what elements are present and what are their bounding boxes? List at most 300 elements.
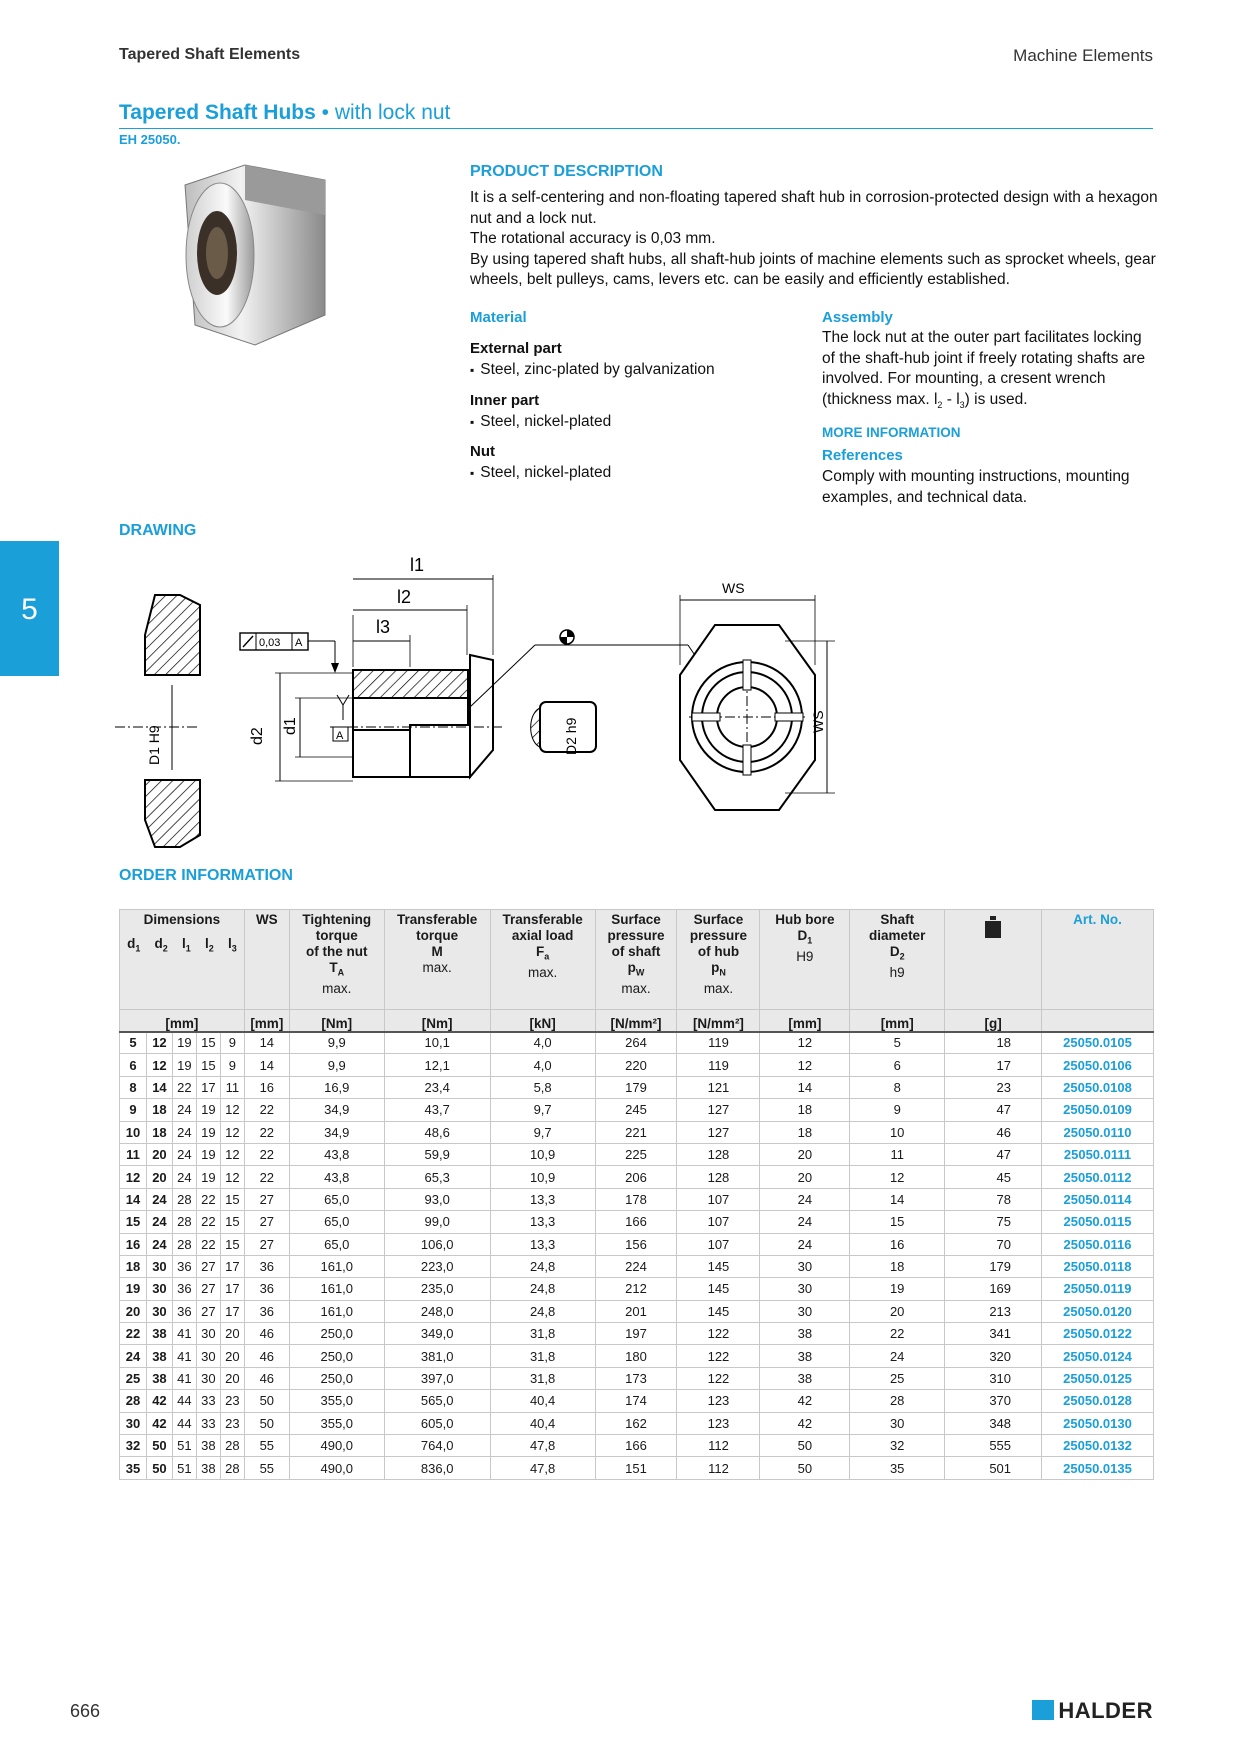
table-cell: 320: [945, 1345, 1042, 1367]
assembly-heading: Assembly: [822, 309, 893, 326]
table-cell: 22: [850, 1323, 945, 1345]
table-cell: 19: [196, 1166, 220, 1188]
table-cell: 14: [850, 1188, 945, 1210]
table-cell: 30: [196, 1323, 220, 1345]
table-cell: 42: [146, 1412, 172, 1434]
table-cell: 10,9: [490, 1166, 595, 1188]
table-cell: 38: [196, 1435, 220, 1457]
table-cell: 248,0: [384, 1300, 490, 1322]
table-cell: 17: [220, 1278, 244, 1300]
table-cell: 224: [595, 1255, 677, 1277]
table-cell: 24: [172, 1099, 196, 1121]
table-cell: 9: [220, 1032, 244, 1054]
product-description-heading: PRODUCT DESCRIPTION: [470, 163, 663, 180]
table-cell: 34,9: [289, 1121, 384, 1143]
table-cell: 250,0: [289, 1345, 384, 1367]
assembly-text: The lock nut at the outer part facilitates locking of the shaft-hub joint if freely rotating shafts are involved. For mounting, a cresent wrench (thickness max. $l_2 - l_3$) is used.: [822, 329, 1146, 410]
article-number-link[interactable]: 25050.0114: [1042, 1188, 1154, 1210]
table-cell: 15: [196, 1054, 220, 1076]
table-cell: 212: [595, 1278, 677, 1300]
table-cell: 9,7: [490, 1121, 595, 1143]
table-row: [120, 1166, 1154, 1188]
table-cell: 128: [677, 1143, 760, 1165]
header-hub-bore: Hub bore $D_1$ H9: [760, 910, 850, 1010]
article-number-link[interactable]: 25050.0130: [1042, 1412, 1154, 1434]
table-cell: 501: [945, 1457, 1042, 1479]
chapter-tab: 5: [0, 541, 59, 676]
table-row: [120, 1323, 1154, 1345]
table-cell: 12: [220, 1099, 244, 1121]
article-number-link[interactable]: 25050.0105: [1042, 1032, 1154, 1054]
table-cell: 12: [146, 1032, 172, 1054]
table-cell: 44: [172, 1412, 196, 1434]
table-cell: 490,0: [289, 1457, 384, 1479]
label-d1: d1: [282, 717, 299, 735]
table-cell: 12: [220, 1166, 244, 1188]
table-cell: 107: [677, 1233, 760, 1255]
table-cell: 30: [760, 1255, 850, 1277]
header-transferable-torque: Transferable torque M max.: [384, 910, 490, 1010]
table-cell: 6: [850, 1054, 945, 1076]
table-cell: 30: [146, 1278, 172, 1300]
table-cell: 38: [760, 1367, 850, 1389]
table-cell: 23,4: [384, 1076, 490, 1098]
table-cell: 9: [850, 1099, 945, 1121]
table-cell: 161,0: [289, 1255, 384, 1277]
header-art-no: Art. No.: [1042, 910, 1154, 1010]
table-cell: 235,0: [384, 1278, 490, 1300]
table-cell: 20: [220, 1345, 244, 1367]
table-cell: 12: [220, 1143, 244, 1165]
table-cell: 250,0: [289, 1367, 384, 1389]
table-cell: 33: [196, 1390, 220, 1412]
table-cell: 65,0: [289, 1233, 384, 1255]
table-cell: 9,7: [490, 1099, 595, 1121]
table-cell: 4,0: [490, 1032, 595, 1054]
table-cell: 24,8: [490, 1300, 595, 1322]
header-surface-pressure-shaft: Surface pressure of shaft $p_W$ max.: [595, 910, 677, 1010]
unit-ws: [mm]: [244, 1010, 289, 1032]
technical-drawing: [115, 555, 835, 855]
table-cell: 32: [850, 1435, 945, 1457]
label-D2: D2 h9: [563, 717, 579, 755]
table-cell: 55: [244, 1435, 289, 1457]
table-cell: 24,8: [490, 1278, 595, 1300]
table-cell: 24: [760, 1233, 850, 1255]
table-cell: 22: [244, 1121, 289, 1143]
table-cell: 15: [220, 1188, 244, 1210]
table-cell: 381,0: [384, 1345, 490, 1367]
unit-pressure-shaft: [N/mm²]: [595, 1010, 677, 1032]
table-cell: 46: [244, 1367, 289, 1389]
table-cell: 4,0: [490, 1054, 595, 1076]
table-cell: 28: [220, 1435, 244, 1457]
table-cell: 14: [760, 1076, 850, 1098]
table-cell: 20: [220, 1367, 244, 1389]
chapter-header: Machine Elements: [1013, 46, 1153, 65]
table-cell: 17: [220, 1300, 244, 1322]
table-cell: 99,0: [384, 1211, 490, 1233]
article-number-link[interactable]: 25050.0135: [1042, 1457, 1154, 1479]
table-cell: 355,0: [289, 1412, 384, 1434]
table-cell: 24: [172, 1143, 196, 1165]
table-cell: 36: [172, 1255, 196, 1277]
table-cell: 12: [220, 1121, 244, 1143]
table-row: [120, 1211, 1154, 1233]
label-D1: D1 H9: [146, 725, 162, 765]
table-row: [120, 1143, 1154, 1165]
table-cell: 24: [760, 1211, 850, 1233]
table-cell: 10,1: [384, 1032, 490, 1054]
table-cell: 145: [677, 1278, 760, 1300]
material-heading: Material: [470, 309, 527, 326]
table-cell: 836,0: [384, 1457, 490, 1479]
table-cell: 397,0: [384, 1367, 490, 1389]
references-text: Comply with mounting instructions, mounting examples, and technical data.: [822, 468, 1130, 506]
table-cell: 213: [945, 1300, 1042, 1322]
table-cell: 250,0: [289, 1323, 384, 1345]
table-cell: 22: [196, 1188, 220, 1210]
inner-part-heading: Inner part: [470, 392, 540, 409]
table-cell: 40,4: [490, 1412, 595, 1434]
table-cell: 19: [196, 1099, 220, 1121]
table-cell: 19: [196, 1121, 220, 1143]
table-cell: 19: [196, 1143, 220, 1165]
article-number-link[interactable]: 25050.0122: [1042, 1323, 1154, 1345]
table-cell: 122: [677, 1345, 760, 1367]
table-cell: 555: [945, 1435, 1042, 1457]
table-cell: 28: [120, 1390, 147, 1412]
table-row: [120, 1345, 1154, 1367]
label-l1: l1: [410, 555, 425, 575]
article-number-link[interactable]: 25050.0108: [1042, 1076, 1154, 1098]
article-number-link[interactable]: 25050.0124: [1042, 1345, 1154, 1367]
table-cell: 43,7: [384, 1099, 490, 1121]
table-cell: 47,8: [490, 1435, 595, 1457]
table-cell: 27: [244, 1211, 289, 1233]
table-cell: 24: [146, 1233, 172, 1255]
table-cell: 22: [244, 1166, 289, 1188]
table-row: [120, 1099, 1154, 1121]
table-cell: 35: [120, 1457, 147, 1479]
table-cell: 38: [146, 1345, 172, 1367]
table-cell: 38: [146, 1323, 172, 1345]
product-photo: [175, 155, 335, 355]
table-cell: 50: [146, 1457, 172, 1479]
table-cell: 44: [172, 1390, 196, 1412]
table-cell: 17: [220, 1255, 244, 1277]
table-cell: 310: [945, 1367, 1042, 1389]
table-cell: 47: [945, 1143, 1042, 1165]
table-cell: 20: [146, 1166, 172, 1188]
table-cell: 22: [120, 1323, 147, 1345]
order-table: [119, 909, 1154, 1480]
table-cell: 22: [244, 1143, 289, 1165]
table-cell: 15: [120, 1211, 147, 1233]
table-cell: 47,8: [490, 1457, 595, 1479]
table-cell: 161,0: [289, 1300, 384, 1322]
table-cell: 223,0: [384, 1255, 490, 1277]
table-cell: 24,8: [490, 1255, 595, 1277]
table-cell: 18: [120, 1255, 147, 1277]
table-cell: 5: [850, 1032, 945, 1054]
table-cell: 107: [677, 1211, 760, 1233]
table-cell: 38: [196, 1457, 220, 1479]
article-number-link[interactable]: 25050.0109: [1042, 1099, 1154, 1121]
table-cell: 51: [172, 1435, 196, 1457]
table-cell: 34,9: [289, 1099, 384, 1121]
table-row: [120, 1367, 1154, 1389]
table-row: [120, 1233, 1154, 1255]
table-cell: 764,0: [384, 1435, 490, 1457]
table-cell: 28: [172, 1188, 196, 1210]
table-cell: 25: [850, 1367, 945, 1389]
table-cell: 20: [760, 1143, 850, 1165]
table-cell: 38: [760, 1323, 850, 1345]
order-table-wrapper: [119, 909, 1154, 1480]
table-cell: 12: [146, 1054, 172, 1076]
table-cell: 156: [595, 1233, 677, 1255]
table-cell: 59,9: [384, 1143, 490, 1165]
header-axial-load: Transferable axial load $F_a$ max.: [490, 910, 595, 1010]
article-number-link[interactable]: 25050.0111: [1042, 1143, 1154, 1165]
table-cell: 50: [146, 1435, 172, 1457]
table-cell: 9: [120, 1099, 147, 1121]
table-cell: 41: [172, 1345, 196, 1367]
table-cell: 50: [244, 1412, 289, 1434]
table-cell: 30: [146, 1300, 172, 1322]
article-number-link[interactable]: 25050.0112: [1042, 1166, 1154, 1188]
table-cell: 13,3: [490, 1233, 595, 1255]
unit-dimensions: [mm]: [120, 1010, 245, 1032]
table-cell: 24: [146, 1188, 172, 1210]
table-cell: 18: [945, 1032, 1042, 1054]
table-cell: 14: [146, 1076, 172, 1098]
table-cell: 45: [945, 1166, 1042, 1188]
article-number-link[interactable]: 25050.0115: [1042, 1211, 1154, 1233]
article-number-link[interactable]: 25050.0116: [1042, 1233, 1154, 1255]
table-cell: 18: [760, 1121, 850, 1143]
table-cell: 107: [677, 1188, 760, 1210]
article-number-link[interactable]: 25050.0132: [1042, 1435, 1154, 1457]
table-cell: 93,0: [384, 1188, 490, 1210]
table-cell: 17: [196, 1076, 220, 1098]
table-cell: 264: [595, 1032, 677, 1054]
table-cell: 27: [196, 1300, 220, 1322]
table-cell: 27: [196, 1255, 220, 1277]
table-cell: 43,8: [289, 1143, 384, 1165]
tolerance-datum: A: [295, 637, 303, 649]
table-cell: 180: [595, 1345, 677, 1367]
table-cell: 24: [850, 1345, 945, 1367]
table-cell: 8: [850, 1076, 945, 1098]
product-description-text: It is a self-centering and non-floating tapered shaft hub in corrosion-protected design with a hexagon nut and a lock nut. The rotational accuracy is 0,03 mm. By using tapered shaft hubs, all shaft-hub joints of machine elements such as sprocket wheels, gear wheels, belt pulleys, cams, levers etc. can be easily and efficiently established.: [470, 189, 1158, 288]
nut-value: ▪ Steel, nickel-plated: [470, 463, 611, 484]
table-cell: 221: [595, 1121, 677, 1143]
section-header: Tapered Shaft Elements: [119, 46, 301, 63]
table-cell: 31,8: [490, 1367, 595, 1389]
table-cell: 145: [677, 1255, 760, 1277]
table-cell: 119: [677, 1054, 760, 1076]
table-cell: 46: [244, 1345, 289, 1367]
table-cell: 24: [172, 1121, 196, 1143]
unit-art: [1042, 1010, 1154, 1032]
table-cell: 12,1: [384, 1054, 490, 1076]
table-cell: 50: [244, 1390, 289, 1412]
table-cell: 12: [760, 1032, 850, 1054]
article-number-link[interactable]: 25050.0118: [1042, 1255, 1154, 1277]
table-cell: 5: [120, 1032, 147, 1054]
article-number-link[interactable]: 25050.0119: [1042, 1278, 1154, 1300]
table-cell: 122: [677, 1367, 760, 1389]
table-cell: 225: [595, 1143, 677, 1165]
header-shaft-diameter: Shaft diameter $D_2$ h9: [850, 910, 945, 1010]
table-cell: 11: [220, 1076, 244, 1098]
table-cell: 28: [172, 1233, 196, 1255]
table-cell: 123: [677, 1390, 760, 1412]
header-surface-pressure-hub: Surface pressure of hub $p_N$ max.: [677, 910, 760, 1010]
table-cell: 112: [677, 1435, 760, 1457]
table-cell: 65,0: [289, 1211, 384, 1233]
table-cell: 166: [595, 1435, 677, 1457]
label-l3: l3: [376, 617, 391, 637]
weight-icon: [985, 916, 1001, 938]
table-cell: 30: [146, 1255, 172, 1277]
table-cell: 370: [945, 1390, 1042, 1412]
table-cell: 28: [220, 1457, 244, 1479]
table-cell: 22: [196, 1211, 220, 1233]
table-cell: 27: [196, 1278, 220, 1300]
unit-transferable: [Nm]: [384, 1010, 490, 1032]
table-cell: 10: [120, 1121, 147, 1143]
table-cell: 173: [595, 1367, 677, 1389]
table-cell: 123: [677, 1412, 760, 1434]
table-cell: 9,9: [289, 1054, 384, 1076]
table-cell: 18: [850, 1255, 945, 1277]
table-cell: 50: [760, 1435, 850, 1457]
table-cell: 12: [850, 1166, 945, 1188]
table-cell: 75: [945, 1211, 1042, 1233]
header-tightening-torque: Tightening torque of the nut $T_A$ max.: [289, 910, 384, 1010]
table-cell: 9: [220, 1054, 244, 1076]
table-cell: 50: [760, 1457, 850, 1479]
external-part-value: ▪ Steel, zinc-plated by galvanization: [470, 360, 715, 381]
table-cell: 19: [172, 1054, 196, 1076]
table-row: [120, 1457, 1154, 1479]
table-cell: 23: [945, 1076, 1042, 1098]
datum-box-A: A: [336, 730, 344, 742]
table-row: [120, 1278, 1154, 1300]
table-cell: 27: [244, 1188, 289, 1210]
table-cell: 18: [760, 1099, 850, 1121]
table-cell: 24: [172, 1166, 196, 1188]
table-cell: 8: [120, 1076, 147, 1098]
article-number-link[interactable]: 25050.0110: [1042, 1121, 1154, 1143]
table-cell: 41: [172, 1323, 196, 1345]
table-cell: 46: [244, 1323, 289, 1345]
table-cell: 349,0: [384, 1323, 490, 1345]
table-row: [120, 1054, 1154, 1076]
table-cell: 341: [945, 1323, 1042, 1345]
table-cell: 36: [172, 1300, 196, 1322]
article-number-link[interactable]: 25050.0106: [1042, 1054, 1154, 1076]
table-cell: 36: [172, 1278, 196, 1300]
table-cell: 48,6: [384, 1121, 490, 1143]
table-cell: 18: [146, 1099, 172, 1121]
table-cell: 42: [760, 1412, 850, 1434]
table-cell: 13,3: [490, 1188, 595, 1210]
article-number-link[interactable]: 25050.0128: [1042, 1390, 1154, 1412]
table-cell: 348: [945, 1412, 1042, 1434]
table-cell: 11: [850, 1143, 945, 1165]
table-row: [120, 1300, 1154, 1322]
article-number-link[interactable]: 25050.0125: [1042, 1367, 1154, 1389]
table-cell: 20: [850, 1300, 945, 1322]
table-cell: 490,0: [289, 1435, 384, 1457]
table-cell: 15: [220, 1233, 244, 1255]
header-weight: [945, 910, 1042, 1010]
table-cell: 5,8: [490, 1076, 595, 1098]
table-cell: 28: [850, 1390, 945, 1412]
table-cell: 38: [146, 1367, 172, 1389]
order-table-body: [120, 1032, 1154, 1480]
table-cell: 27: [244, 1233, 289, 1255]
table-cell: 13,3: [490, 1211, 595, 1233]
table-cell: 162: [595, 1412, 677, 1434]
table-cell: 145: [677, 1300, 760, 1322]
table-cell: 12: [760, 1054, 850, 1076]
table-cell: 22: [172, 1076, 196, 1098]
table-cell: 11: [120, 1143, 147, 1165]
table-cell: 127: [677, 1099, 760, 1121]
table-cell: 23: [220, 1390, 244, 1412]
table-cell: 30: [760, 1300, 850, 1322]
table-cell: 42: [146, 1390, 172, 1412]
brand-logo-icon: [1032, 1700, 1054, 1720]
table-cell: 355,0: [289, 1390, 384, 1412]
more-information-heading: MORE INFORMATION: [822, 425, 961, 440]
brand-logo: HALDER: [1032, 1698, 1153, 1724]
table-cell: 30: [120, 1412, 147, 1434]
table-cell: 16: [120, 1233, 147, 1255]
table-cell: 10,9: [490, 1143, 595, 1165]
tolerance-value: 0,03: [259, 637, 281, 649]
table-cell: 24: [120, 1345, 147, 1367]
table-cell: 70: [945, 1233, 1042, 1255]
table-cell: 31,8: [490, 1323, 595, 1345]
table-cell: 16: [244, 1076, 289, 1098]
table-cell: 65,3: [384, 1166, 490, 1188]
table-cell: 12: [120, 1166, 147, 1188]
table-cell: 22: [196, 1233, 220, 1255]
table-cell: 19: [172, 1032, 196, 1054]
table-cell: 40,4: [490, 1390, 595, 1412]
table-cell: 22: [244, 1099, 289, 1121]
table-cell: 119: [677, 1032, 760, 1054]
table-cell: 128: [677, 1166, 760, 1188]
table-cell: 106,0: [384, 1233, 490, 1255]
table-cell: 25: [120, 1367, 147, 1389]
table-cell: 161,0: [289, 1278, 384, 1300]
table-cell: 179: [945, 1255, 1042, 1277]
table-row: [120, 1121, 1154, 1143]
drawing-heading: DRAWING: [119, 522, 197, 539]
table-cell: 220: [595, 1054, 677, 1076]
table-cell: 6: [120, 1054, 147, 1076]
article-number-link[interactable]: 25050.0120: [1042, 1300, 1154, 1322]
table-cell: 14: [244, 1032, 289, 1054]
article-code: EH 25050.: [119, 132, 181, 147]
